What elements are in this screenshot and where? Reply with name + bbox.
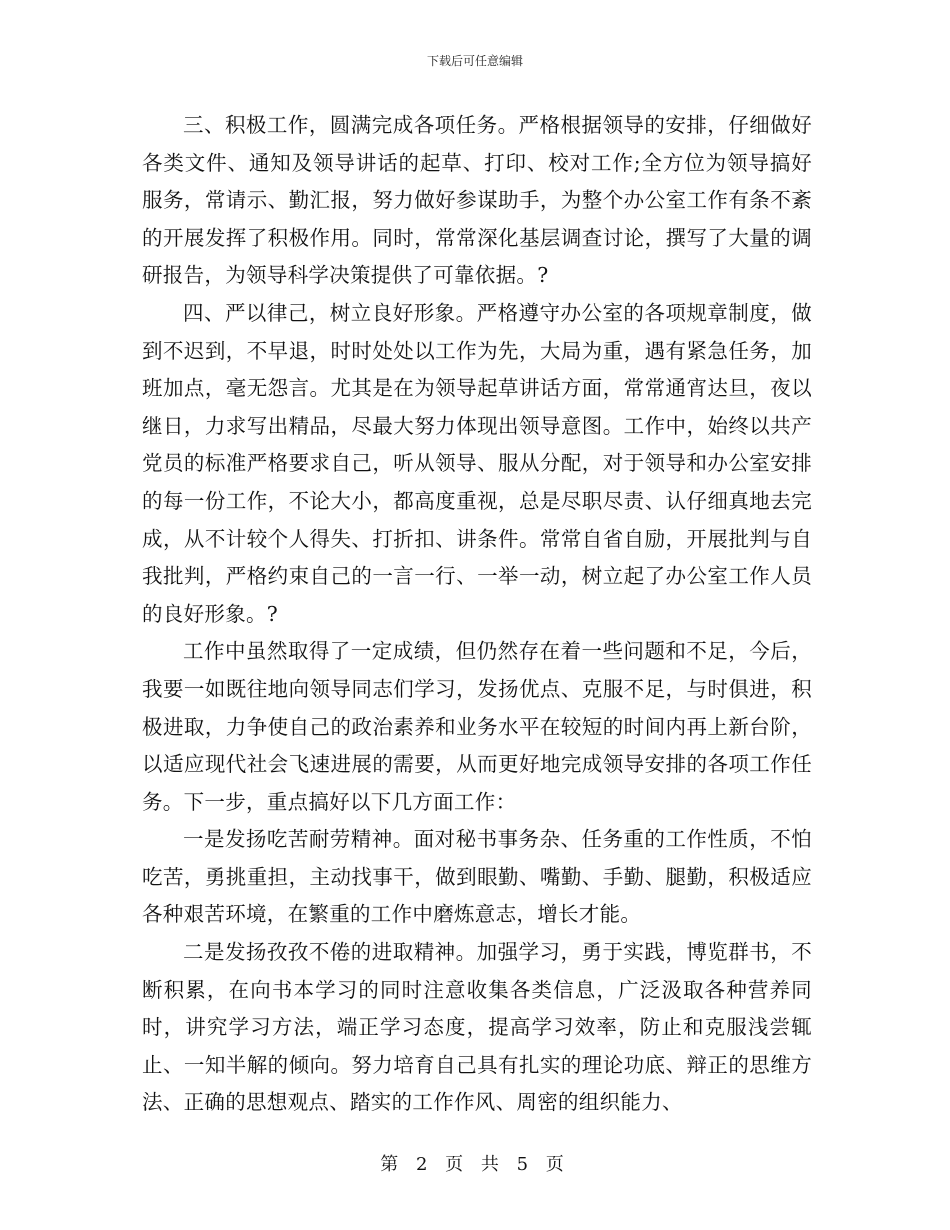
paragraph-shortcomings: 工作中虽然取得了一定成绩，但仍然存在着一些问题和不足，今后，我要一如既往地向领导同志们学习，发扬优点、克服不足，与时俱进，积极进取，力争使自己的政治素养和业务水平在较短的时间内再上新台阶，以适应现代社会飞速进展的需要，从而更好地完成领导安排的各项工作任务。下一步，重点搞好以下几方面工作： [142, 639, 812, 814]
paragraph-learning-spirit: 二是发扬孜孜不倦的进取精神。加强学习，勇于实践，博览群书，不断积累，在向书本学习的同时注意收集各类信息，广泛汲取各种营养同时，讲究学习方法，端正学习态度，提高学习效率，防止和克服浅尝辄止、一知半解的倾向。努力培育自己具有扎实的理论功底、辩正的思维方法、正确的思想观点、踏实的工作作风、周密的组织能力、 [142, 940, 812, 1115]
page-header: 下载后可任意编辑 [426, 54, 523, 68]
paragraph-hardworking-spirit: 一是发扬吃苦耐劳精神。面对秘书事务杂、任务重的工作性质，不怕吃苦，勇挑重担，主动找事干，做到眼勤、嘴勤、手勤、腿勤，积极适应各种艰苦环境，在繁重的工作中磨炼意志，增长才能。 [142, 827, 812, 927]
page-footer: 第 2 页 共 5 页 [380, 1154, 570, 1175]
paragraph-self-discipline: 四、严以律己，树立良好形象。严格遵守办公室的各项规章制度，做到不迟到，不早退，时时处处以工作为先，大局为重，遇有紧急任务，加班加点，毫无怨言。尤其是在为领导起草讲话方面，常常通宵达旦，夜以继日，力求写出精品，尽最大努力体现出领导意图。工作中，始终以共产党员的标准严格要求自己，听从领导、服从分配，对于领导和办公室安排的每一份工作，不论大小，都高度重视，总是尽职尽责、认仔细真地去完成，从不计较个人得失、打折扣、讲条件。常常自省自励，开展批判与自我批判，严格约束自己的一言一行、一举一动，树立起了办公室工作人员的良好形象。? [142, 300, 812, 626]
paragraph-work-tasks: 三、积极工作，圆满完成各项任务。严格根据领导的安排，仔细做好各类文件、通知及领导讲话的起草、打印、校对工作;全方位为领导搞好服务，常请示、勤汇报，努力做好参谋助手，为整个办公室工作有条不紊的开展发挥了积极作用。同时，常常深化基层调查讨论，撰写了大量的调研报告，为领导科学决策提供了可靠依据。? [142, 113, 812, 288]
document-body [142, 107, 812, 1122]
